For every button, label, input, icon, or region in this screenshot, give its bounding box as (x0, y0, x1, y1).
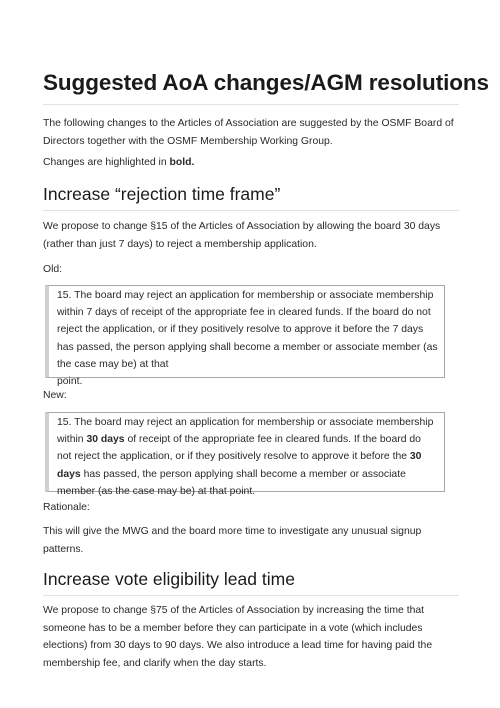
highlight-note-bold: bold. (169, 157, 195, 168)
old-article-quote (45, 285, 445, 388)
new-article-text-3: has passed, the person applying shall become a member or associate member (as the case may be) at that point. (57, 468, 406, 497)
page-title: Suggested AoA changes/AGM resolutions (43, 70, 489, 95)
new-article-text-2: of receipt of the appropriate fee in cleared funds. If the board do not reject the application, or if they positively resolve to approve it before the (57, 434, 421, 463)
section-heading-vote-eligibility: Increase vote eligibility lead time (43, 569, 295, 589)
old-article-text-tail: point. (57, 376, 83, 388)
highlight-note (43, 154, 459, 172)
section-heading-rejection: Increase “rejection time frame” (43, 184, 281, 204)
title-divider (43, 104, 459, 105)
new-article-bold-1: 30 days (86, 434, 125, 446)
section-divider (43, 595, 459, 596)
old-label: Old: (43, 264, 63, 275)
intro-paragraph: The following changes to the Articles of Association are suggested by the OSMF Board of Directors together with the OSMF Membership Working Group. (43, 118, 454, 147)
new-article-bold-2: 30 days (57, 451, 422, 480)
section1-paragraph: We propose to change §15 of the Articles of Association by allowing the board 30 days (rather than just 7 days) to reject a membership application. (43, 221, 441, 250)
highlight-note-prefix: Changes are highlighted in (43, 157, 170, 168)
section-divider (43, 210, 459, 211)
new-label: New: (43, 390, 67, 401)
old-article-text: 15. The board may reject an application for membership or associate membership within 7 days of receipt of the appropriate fee in cleared funds. If the board do not reject the application, or if they positively resolve to approve it before the 7 days has passed, the person applying shall become a member or associate member (as the case may be) at that (57, 290, 438, 370)
new-article-text-1: 15. The board may reject an application for membership or associate membership within (57, 417, 434, 446)
rationale-label: Rationale: (43, 502, 90, 513)
section2-paragraph: We propose to change §75 of the Articles of Association by increasing the time that someone has to be a member before they can participate in a vote (which includes elections) from 30 days to 90 days. We also introduce a lead time for having paid the membership fee, and clarify when the day starts. (43, 605, 433, 669)
rationale-paragraph: This will give the MWG and the board more time to investigate any unusual signup patterns. (43, 526, 422, 555)
new-article-quote (45, 412, 445, 497)
